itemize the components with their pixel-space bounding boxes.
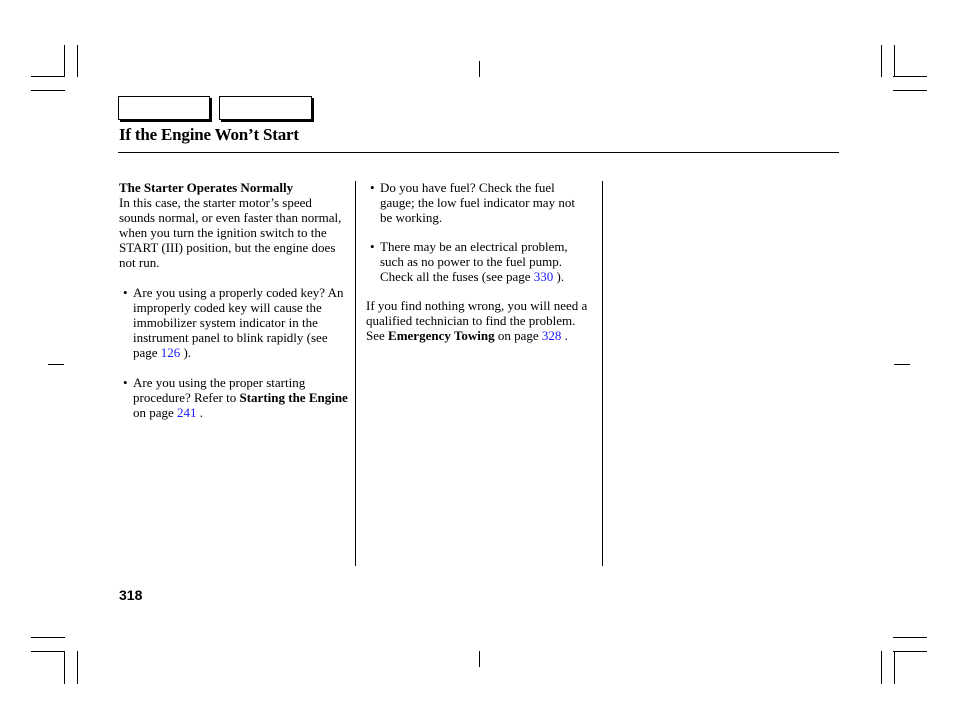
middle-column: [366, 180, 590, 343]
bullet-dot: •: [123, 285, 128, 300]
page-link-328[interactable]: 328: [541, 328, 562, 343]
page-link-241[interactable]: 241: [177, 405, 197, 420]
bullet-coded-key: • Are you using a properly coded key? An improperly coded key will cause the immobilizer system indicator in the instrument panel to blink rapidly (see page 126 ).: [123, 285, 344, 360]
bullet-fuel: • Do you have fuel? Check the fuel gauge; the low fuel indicator may not be working.: [370, 180, 575, 225]
crop-mark-bottom-left-v2: [77, 651, 78, 684]
reference-emergency-towing: Emergency Towing: [388, 328, 495, 343]
crop-mark-top-left-h1: [31, 76, 65, 77]
crop-mark-top-left-h2: [31, 90, 65, 91]
left-column: [119, 180, 349, 420]
crop-mark-top-right-v2: [894, 45, 895, 77]
crop-mark-bottom-right-h2: [893, 651, 927, 652]
reference-starting-the-engine: Starting the Engine: [239, 390, 348, 405]
bullet-dot: •: [370, 239, 375, 254]
header-tab-box-1: [118, 96, 210, 120]
intro-paragraph: In this case, the starter motor’s speed sounds normal, or even faster than normal, when you turn the ignition switch to the START (III) position, but the engine does not run.: [119, 195, 342, 270]
center-mark-bottom: [479, 651, 480, 667]
crop-mark-bottom-left-h1: [31, 637, 65, 638]
center-mark-left: [48, 364, 64, 365]
crop-mark-bottom-right-v1: [881, 651, 882, 684]
crop-mark-bottom-right-v2: [894, 651, 895, 684]
crop-mark-top-right-v1: [881, 45, 882, 77]
bullet-dot: •: [370, 180, 375, 195]
bullet-electrical: • There may be an electrical problem, such as no power to the fuel pump. Check all the fuses (see page 330 ).: [370, 239, 568, 284]
page-link-126[interactable]: 126: [160, 345, 181, 360]
title-rule: [118, 152, 839, 153]
center-mark-right: [894, 364, 910, 365]
crop-mark-bottom-left-v1: [64, 651, 65, 684]
crop-mark-bottom-left-h2: [31, 651, 65, 652]
column-divider-1: [355, 181, 356, 566]
column-divider-2: [602, 181, 603, 566]
bullet-dot: •: [123, 375, 128, 390]
page-link-330[interactable]: 330: [533, 269, 554, 284]
section-heading: The Starter Operates Normally: [119, 180, 294, 195]
crop-mark-bottom-right-h1: [893, 637, 927, 638]
page-number: 318: [119, 587, 143, 603]
header-tab-box-2: [219, 96, 312, 120]
closing-paragraph: If you find nothing wrong, you will need a qualified technician to find the problem. See Emergency Towing on page 328 .: [366, 298, 588, 343]
page-title: If the Engine Won’t Start: [119, 125, 299, 144]
crop-mark-top-right-h1: [893, 76, 927, 77]
center-mark-top: [479, 61, 480, 77]
crop-mark-top-left-v1: [64, 45, 65, 77]
crop-mark-top-left-v2: [77, 45, 78, 77]
crop-mark-top-right-h2: [893, 90, 927, 91]
bullet-starting-procedure: • Are you using the proper starting procedure? Refer to Starting the Engine on page 241 .: [123, 375, 348, 420]
